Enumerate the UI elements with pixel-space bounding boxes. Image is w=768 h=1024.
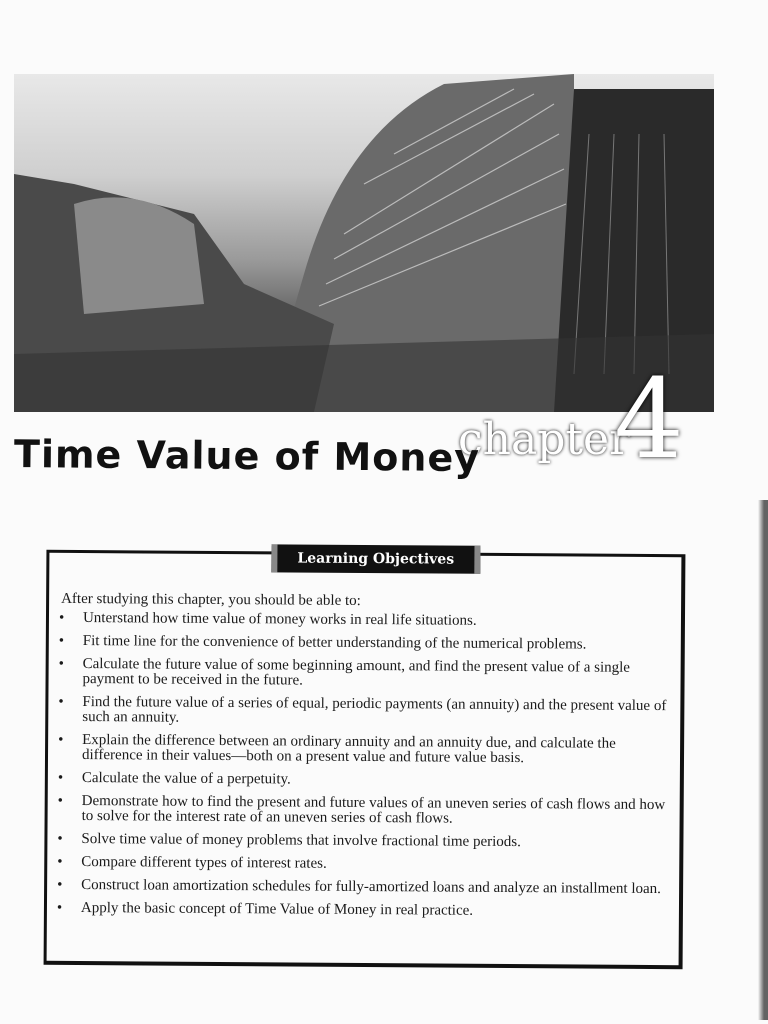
scan-edge-shadow	[758, 500, 768, 1020]
objective-item	[56, 733, 671, 767]
objective-text: Solve time value of money problems that involve fractional time periods.	[81, 831, 521, 851]
bullet-icon: •	[58, 655, 64, 672]
objective-text: Find the future value of a series of equal, periodic payments (an annuity) and the present value of such an annuity.	[82, 694, 667, 726]
chapter-number: 4	[614, 355, 684, 483]
objective-text: Apply the basic concept of Time Value of Money in real practice.	[80, 900, 474, 919]
building-illustration	[14, 74, 714, 412]
bullet-icon: •	[56, 899, 63, 916]
bullet-icon: •	[57, 769, 64, 786]
objective-item	[57, 611, 672, 630]
bullet-icon: •	[58, 693, 64, 710]
objective-text: Calculate the value of a perpetuity.	[81, 770, 291, 788]
objective-item	[56, 695, 671, 729]
objective-item	[56, 771, 671, 790]
objective-item	[55, 878, 670, 897]
objective-text: Compare different types of interest rates.	[81, 854, 327, 872]
bullet-icon: •	[57, 853, 63, 870]
objectives-intro: After studying this chapter, you should be able to:	[61, 590, 361, 609]
objective-text: Fit time line for the convenience of better understanding of the numerical problems.	[82, 633, 587, 653]
learning-objectives-label: Learning Objectives	[271, 544, 480, 573]
objective-text: Construct loan amortization schedules for fully-amortized loans and analyze an installment loan.	[81, 877, 661, 898]
objective-item	[56, 794, 671, 828]
bullet-icon: •	[58, 731, 64, 748]
objective-text: Explain the difference between an ordinary annuity and an annuity due, and calculate the difference in their values—both on a present value and future value basis.	[81, 732, 616, 767]
objective-item	[57, 634, 672, 653]
objective-text: Demonstrate how to find the present and future values of an uneven series of cash flows and how to solve for the interest rate of an uneven series of cash flows.	[81, 793, 666, 827]
chapter-label: chapter	[458, 414, 631, 465]
page-title: Time Value of Money	[13, 431, 481, 481]
bullet-icon: •	[58, 632, 65, 649]
learning-objectives-box	[44, 550, 686, 969]
objective-item	[55, 901, 670, 920]
objective-text: Calculate the future value of some beginning amount, and find the present value of a single payment to be received in the future.	[82, 656, 631, 689]
objectives-list	[55, 611, 672, 928]
bullet-icon: •	[57, 876, 63, 893]
bullet-icon: •	[57, 792, 64, 809]
objective-item	[56, 657, 671, 691]
objective-item	[55, 855, 670, 874]
objective-text: Unterstand how time value of money works in real life situations.	[82, 610, 477, 629]
bullet-icon: •	[58, 609, 65, 626]
bullet-icon: •	[57, 830, 63, 847]
objective-item	[55, 832, 670, 851]
